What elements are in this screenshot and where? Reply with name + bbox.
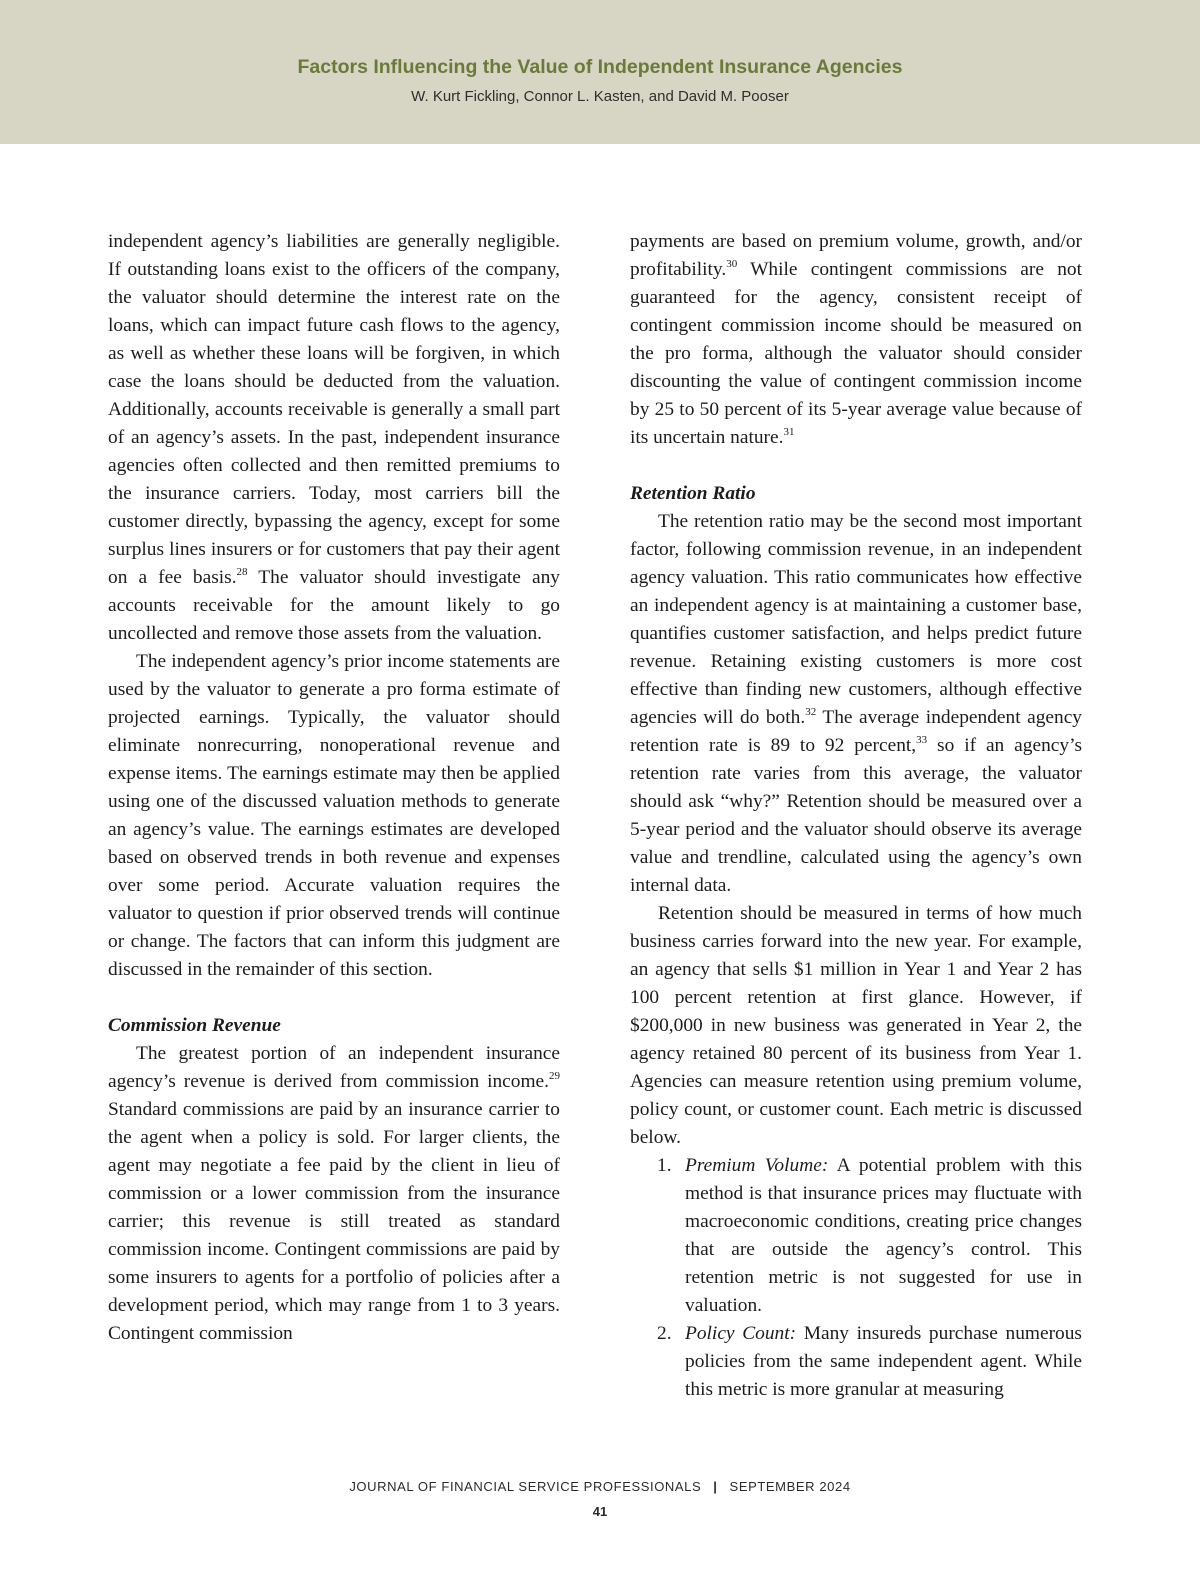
paragraph (630, 228, 1082, 452)
paragraph-text: The retention ratio may be the second most important factor, following commission revenue, in an independent agency valuation. This ratio communicates how effective an independent agency is at maintaining a customer base, quantifies customer satisfaction, and helps predict future revenue. Retaining existing customers is more cost effective than finding new customers, although effective agencies will do both. (630, 511, 1082, 728)
retention-metric-list (630, 1152, 1082, 1404)
footer-journal-line (0, 1479, 1200, 1494)
issue-date: SEPTEMBER 2024 (729, 1479, 851, 1494)
footnote-ref: 31 (783, 426, 795, 438)
footnote-ref: 32 (805, 706, 817, 718)
section-gap (630, 452, 1082, 480)
paragraph (630, 508, 1082, 900)
paragraph-text: The average independent agency retention rate is 89 to 92 percent, (630, 707, 1082, 756)
journal-name: JOURNAL OF FINANCIAL SERVICE PROFESSIONALS (349, 1479, 702, 1494)
footer-separator: | (713, 1479, 718, 1494)
section-gap (108, 984, 560, 1012)
left-column (108, 228, 560, 1348)
list-item-lead: Premium Volume: (685, 1155, 829, 1176)
list-number: 2. (657, 1323, 672, 1344)
list-number: 1. (657, 1155, 672, 1176)
footnote-ref: 30 (726, 258, 738, 270)
footnote-ref: 33 (916, 734, 928, 746)
paragraph (108, 1040, 560, 1348)
list-item (630, 1152, 1082, 1320)
right-column (630, 228, 1082, 1404)
header-band (0, 0, 1200, 144)
paragraph (108, 228, 560, 648)
paragraph: The independent agency’s prior income statements are used by the valuator to generate a pro forma estimate of projected earnings. Typically, the valuator should eliminate nonrecurring, nonoperational revenue and expense items. The earnings estimate may then be applied using one of the discussed valuation methods to generate an agency’s value. The earnings estimates are developed based on observed trends in both revenue and expenses over some period. Accurate valuation requires the valuator to question if prior observed trends will continue or change. The factors that can inform this judgment are discussed in the remainder of this section. (108, 651, 560, 980)
paragraph: Retention should be measured in terms of how much business carries forward into the new year. For example, an agency that sells $1 million in Year 1 and Year 2 has 100 percent retention at first glance. However, if $200,000 in new business was generated in Year 2, the agency retained 80 percent of its business from Year 1. Agencies can measure retention using premium volume, policy count, or customer count. Each metric is discussed below. (630, 903, 1082, 1148)
footnote-ref: 29 (549, 1070, 560, 1082)
paragraph-text: The valuator should investigate any accounts receivable for the amount likely to go uncollected and remove those assets from the valuation. (108, 567, 560, 644)
list-item-text: Many insureds purchase numerous policies from the same independent agent. While this metric is more granular at measuring (685, 1323, 1082, 1400)
paragraph-text: The greatest portion of an independent insurance agency’s revenue is derived from commission income. (108, 1043, 560, 1092)
page-number: 41 (592, 1504, 608, 1519)
paragraph-text: so if an agency’s retention rate varies from this average, the valuator should ask “why?” Retention should be measured over a 5-year period and the valuator should observe its average value and trendline, calculated using the agency’s own internal data. (630, 735, 1083, 896)
footnote-ref: 28 (236, 566, 248, 578)
list-item-text: A potential problem with this method is that insurance prices may fluctuate with macroeconomic conditions, creating price changes that are outside the agency’s control. This retention metric is not suggested for use in valuation. (685, 1155, 1082, 1316)
section-heading-commission-revenue: Commission Revenue (108, 1015, 281, 1036)
paragraph-text: Standard commissions are paid by an insurance carrier to the agent when a policy is sold. For larger clients, the agent may negotiate a fee paid by the client in lieu of commission or a lower commission from the insurance carrier; this revenue is still treated as standard commission income. Contingent commissions are paid by some insurers to agents for a portfolio of policies after a development period, which may range from 1 to 3 years. Contingent commission (108, 1099, 560, 1344)
paragraph-text: While contingent commissions are not guaranteed for the agency, consistent receipt of contingent commission income should be measured on the pro forma, although the valuator should consider discounting the value of contingent commission income by 25 to 50 percent of its 5-year average value because of its uncertain nature. (630, 259, 1082, 448)
article-authors: W. Kurt Fickling, Connor L. Kasten, and David M. Pooser (411, 88, 789, 105)
paragraph-text: payments are based on premium volume, growth, and/or profitability. (630, 231, 1082, 280)
section-heading-retention-ratio: Retention Ratio (630, 483, 756, 504)
list-item (630, 1320, 1082, 1404)
paragraph-text: independent agency’s liabilities are generally negligible. If outstanding loans exist to the officers of the company, the valuator should determine the interest rate on the loans, which can impact future cash flows to the agency, as well as whether these loans will be forgiven, in which case the loans should be deducted from the valuation. Additionally, accounts receivable is generally a small part of an agency’s assets. In the past, independent insurance agencies often collected and then remitted premiums to the insurance carriers. Today, most carriers bill the customer directly, bypassing the agency, except for some surplus lines insurers or for customers that pay their agent on a fee basis. (108, 231, 560, 588)
list-item-lead: Policy Count: (685, 1323, 797, 1344)
article-title: Factors Influencing the Value of Independent Insurance Agencies (297, 56, 903, 78)
